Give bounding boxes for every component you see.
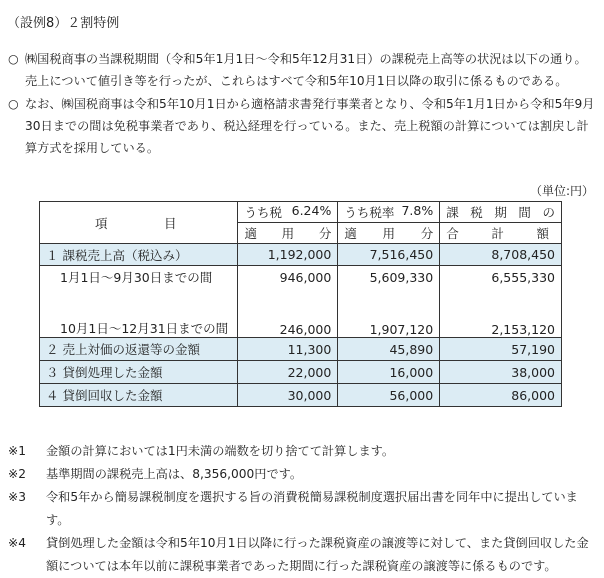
table-row — [40, 338, 562, 361]
cell-value: 1,192,000 — [238, 244, 338, 266]
table-row — [40, 266, 562, 289]
paragraph-2-text: なお、㈱国税商事は令和5年10月1日から適格請求書発行事業者となり、令和5年1月1日から令和5年9月30日までの間は免税事業者であり、税込経理を行っている。また、売上税額の計算については割戻し計算方式を採用している。 — [25, 97, 595, 155]
row-label: 1月1日～9月30日までの間 — [40, 266, 238, 289]
cell-value: 86,000 — [440, 384, 562, 407]
row-label: 10月1日～12月31日までの間 — [40, 288, 238, 338]
header-col1-top: うち税 6.24% — [238, 202, 338, 223]
cell-value: 45,890 — [338, 338, 440, 361]
note-text: 金額の計算においては1円未満の端数を切り捨てて計算します。 — [46, 444, 395, 458]
note-mark: ※2 — [8, 467, 26, 481]
table-row — [40, 384, 562, 407]
paragraph-1-text: ㈱国税商事の当課税期間（令和5年1月1日～令和5年12月31日）の課税売上高等の状況は以下の通り。売上について値引き等を行ったが、これらはすべて令和5年10月1日以降の取引に係るものである。 — [25, 52, 587, 88]
cell-value: 246,000 — [238, 288, 338, 338]
row-label: １ 課税売上高（税込み） — [40, 244, 238, 266]
note-mark: ※3 — [8, 490, 26, 504]
header-col2-top: うち税率 7.8% — [338, 202, 440, 223]
sales-table — [39, 201, 562, 407]
cell-value: 5,609,330 — [338, 266, 440, 289]
cell-value: 56,000 — [338, 384, 440, 407]
cell-value: 30,000 — [238, 384, 338, 407]
example-heading: （設例8）２割特例 — [7, 16, 120, 31]
row-label: ３ 貸倒処理した金額 — [40, 361, 238, 384]
cell-value: 1,907,120 — [338, 288, 440, 338]
cell-value: 22,000 — [238, 361, 338, 384]
table-header-row — [40, 202, 562, 223]
cell-value: 2,153,120 — [440, 288, 562, 338]
cell-value: 38,000 — [440, 361, 562, 384]
header-col3-top: 課 税 期 間 の — [440, 202, 562, 223]
cell-value: 16,000 — [338, 361, 440, 384]
note-mark: ※4 — [8, 536, 26, 550]
header-col3-bottom: 合 計 額 — [440, 223, 562, 244]
cell-value: 11,300 — [238, 338, 338, 361]
paragraph-1 — [8, 48, 598, 92]
bullet-circle-icon: ○ — [8, 52, 19, 66]
header-col1-bottom: 適 用 分 — [238, 223, 338, 244]
cell-value: 8,708,450 — [440, 244, 562, 266]
cell-value: 946,000 — [238, 266, 338, 289]
notes-section — [8, 440, 598, 578]
note-text: 貸倒処理した金額は令和5年10月1日以降に行った課税資産の譲渡等に対して、また貸倒回収した金額については本年以前に課税事業者であった期間に行った課税資産の譲渡等に係るものです。 — [46, 536, 589, 573]
note-item — [8, 463, 598, 486]
table-row — [40, 244, 562, 266]
unit-label: （単位:円） — [529, 184, 594, 198]
table-row — [40, 361, 562, 384]
note-item — [8, 486, 598, 532]
row-label: ２ 売上対価の返還等の金額 — [40, 338, 238, 361]
note-item — [8, 440, 598, 463]
note-text: 令和5年から簡易課税制度を選択する旨の消費税簡易課税制度選択届出書を同年中に提出しています。 — [46, 490, 578, 527]
bullet-circle-icon: ○ — [8, 97, 19, 111]
paragraph-2 — [8, 93, 598, 159]
cell-value: 6,555,330 — [440, 266, 562, 289]
row-label: ４ 貸倒回収した金額 — [40, 384, 238, 407]
note-mark: ※1 — [8, 444, 26, 458]
note-text: 基準期間の課税売上高は、8,356,000円です。 — [46, 467, 303, 481]
table-row — [40, 288, 562, 338]
note-item — [8, 532, 598, 578]
cell-value: 57,190 — [440, 338, 562, 361]
header-col2-bottom: 適 用 分 — [338, 223, 440, 244]
header-item: 項 目 — [40, 202, 238, 244]
cell-value: 7,516,450 — [338, 244, 440, 266]
